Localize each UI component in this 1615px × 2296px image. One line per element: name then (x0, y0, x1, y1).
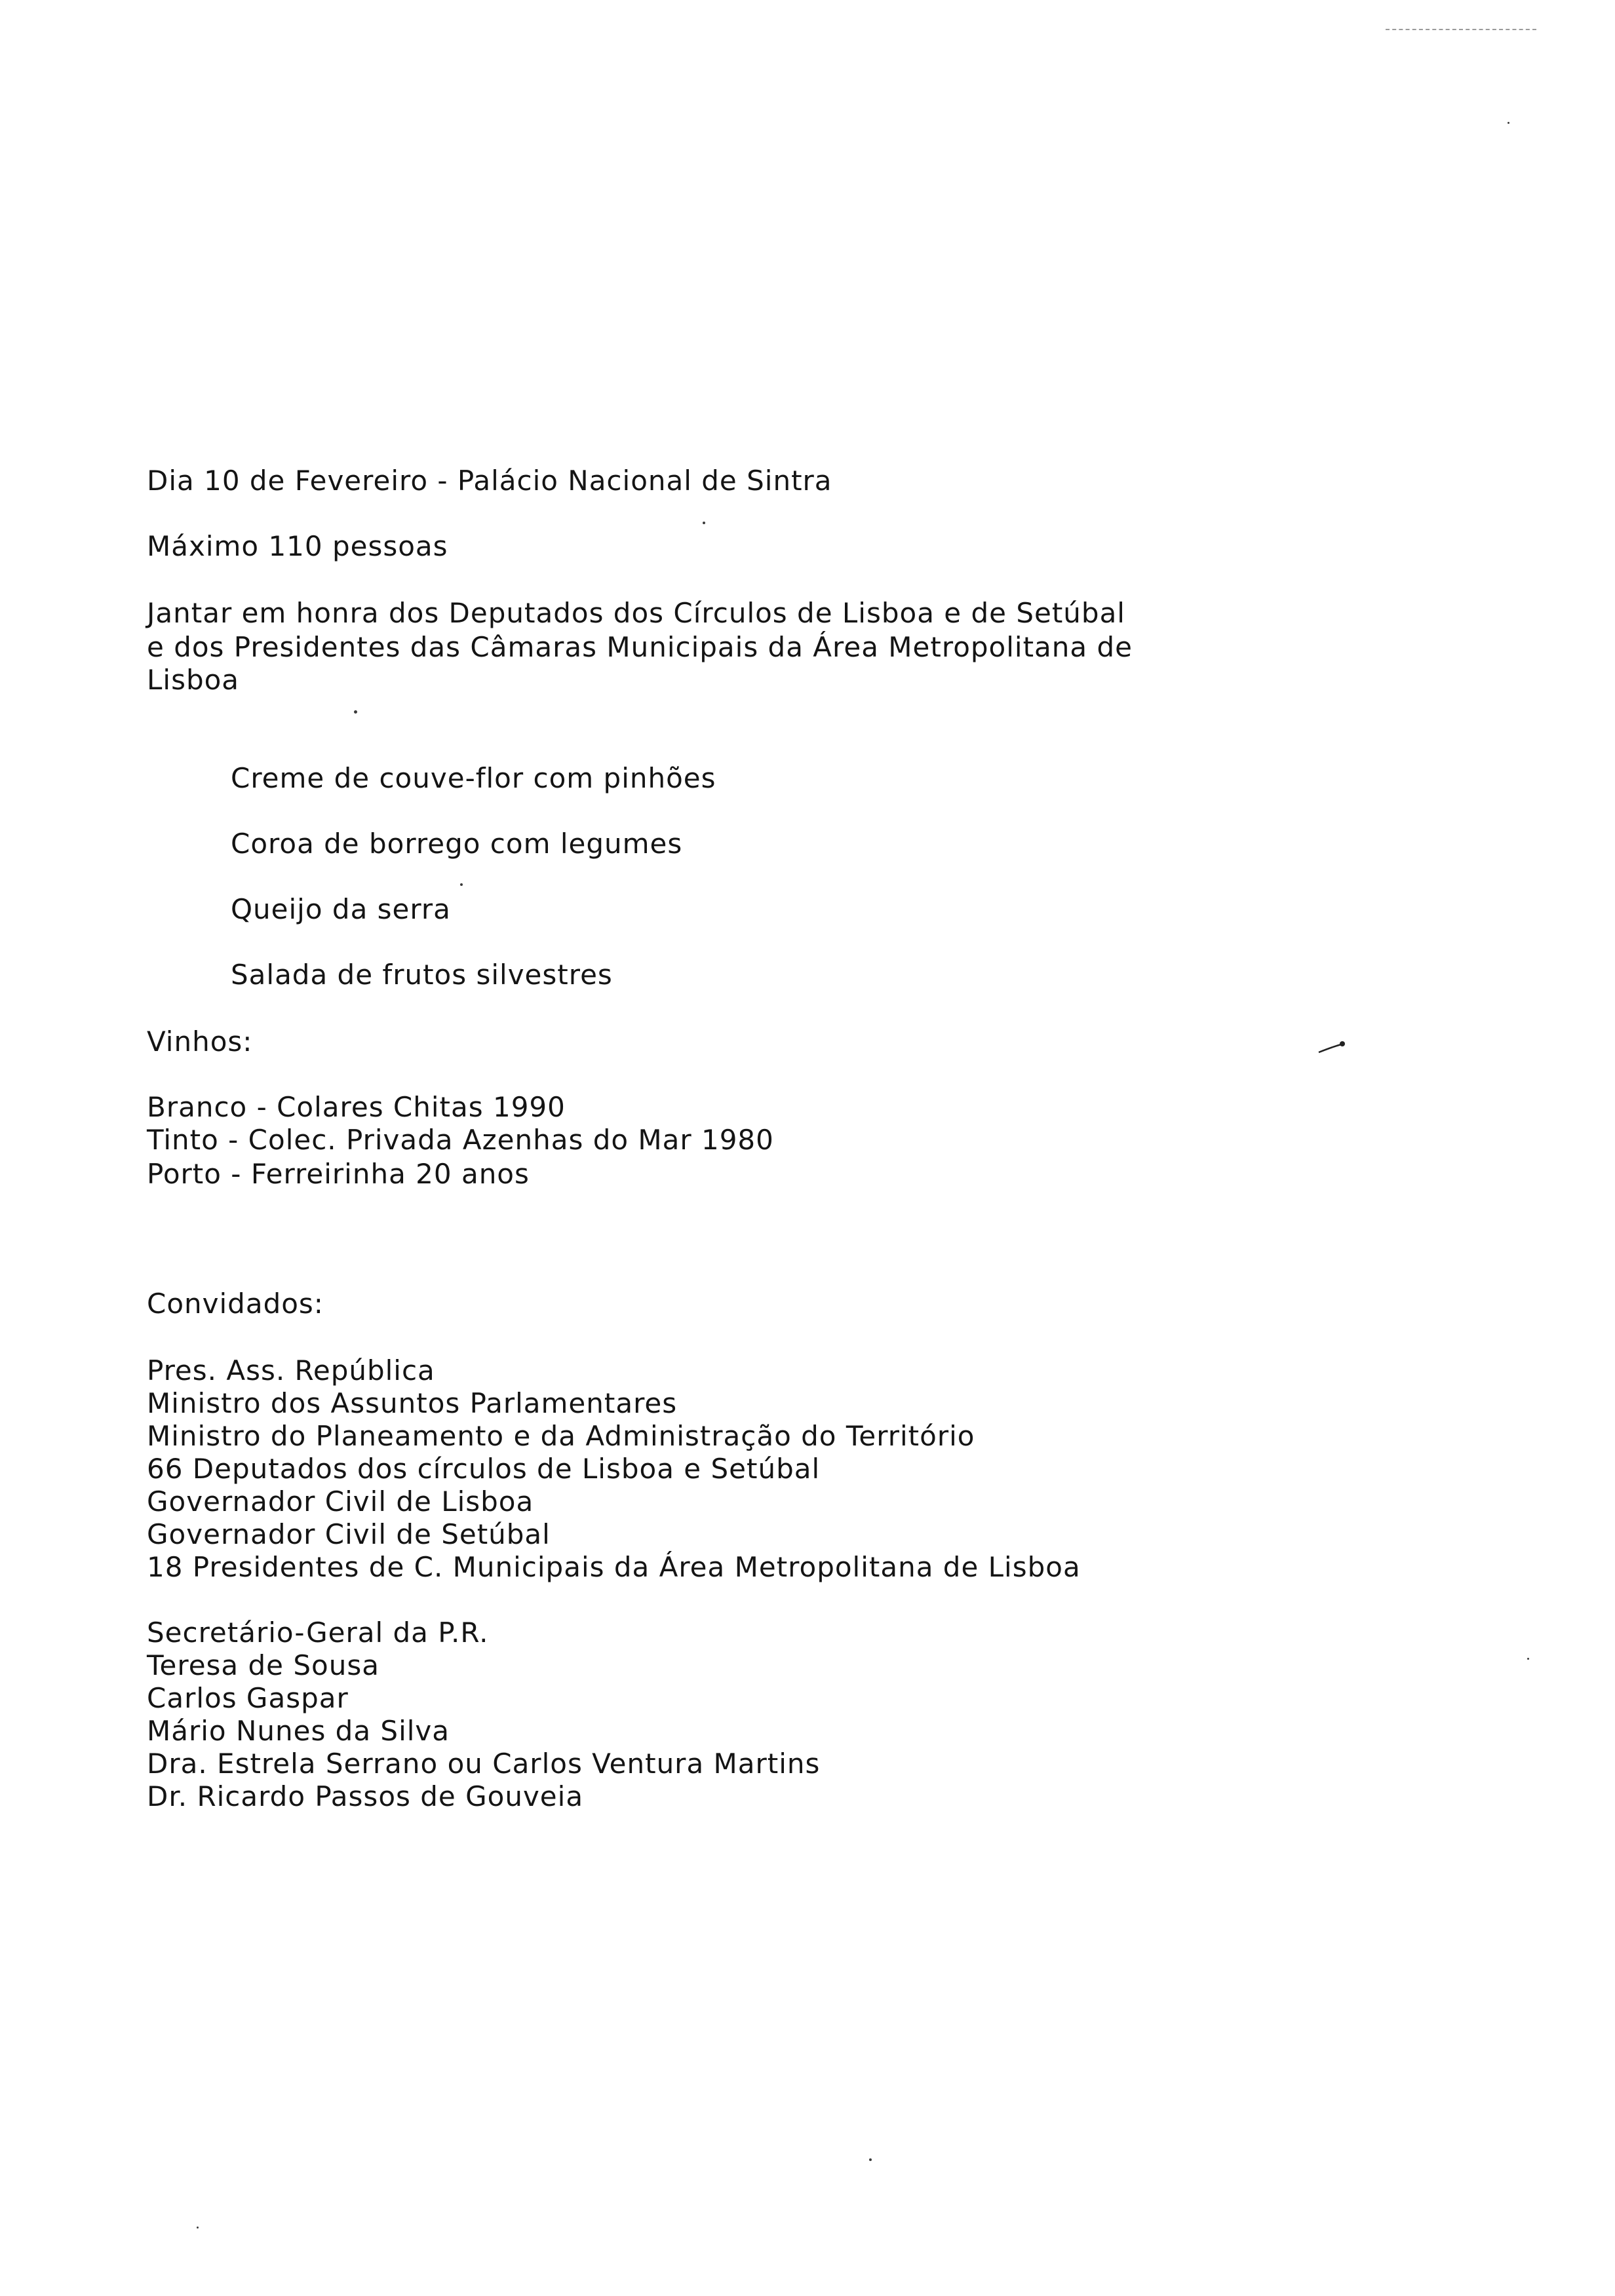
event-line-1: Jantar em honra dos Deputados dos Círculos de Lisboa e de Setúbal (147, 597, 1125, 629)
stray-pen-mark (1317, 1041, 1346, 1054)
guest-item: Dra. Estrela Serrano ou Carlos Ventura Martins (147, 1748, 821, 1780)
guest-item: Governador Civil de Setúbal (147, 1518, 551, 1550)
guest-item: Pres. Ass. República (147, 1354, 435, 1387)
guest-item: Ministro dos Assuntos Parlamentares (147, 1387, 678, 1419)
guest-item: 18 Presidentes de C. Municipais da Área Metropolitana de Lisboa (147, 1551, 1081, 1583)
wines-heading: Vinhos: (147, 1025, 253, 1058)
menu-item: Salada de frutos silvestres (231, 959, 613, 991)
wine-item: Branco - Colares Chitas 1990 (147, 1091, 566, 1123)
guest-item: Ministro do Planeamento e da Administração do Território (147, 1420, 975, 1452)
guests-heading: Convidados: (147, 1288, 324, 1320)
menu-item: Coroa de borrego com legumes (231, 828, 683, 860)
event-line-3: Lisboa (147, 664, 240, 696)
guest-item: 66 Deputados dos círculos de Lisboa e Setúbal (147, 1453, 821, 1485)
event-line-2: e dos Presidentes das Câmaras Municipais da Área Metropolitana de (147, 631, 1133, 663)
guest-item: Mário Nunes da Silva (147, 1715, 450, 1747)
menu-item: Creme de couve-flor com pinhões (231, 762, 716, 794)
guest-item: Teresa de Sousa (147, 1649, 379, 1681)
guest-item: Secretário-Geral da P.R. (147, 1617, 489, 1649)
wine-item: Porto - Ferreirinha 20 anos (147, 1158, 530, 1190)
date-place-line: Dia 10 de Fevereiro - Palácio Nacional de Sintra (147, 465, 832, 497)
wine-item: Tinto - Colec. Privada Azenhas do Mar 1980 (147, 1124, 774, 1156)
menu-item: Queijo da serra (231, 893, 451, 925)
guest-item: Carlos Gaspar (147, 1682, 349, 1714)
capacity-line: Máximo 110 pessoas (147, 530, 448, 562)
scan-edge-mark (1386, 29, 1536, 30)
guest-item: Governador Civil de Lisboa (147, 1485, 534, 1518)
guest-item: Dr. Ricardo Passos de Gouveia (147, 1780, 584, 1812)
